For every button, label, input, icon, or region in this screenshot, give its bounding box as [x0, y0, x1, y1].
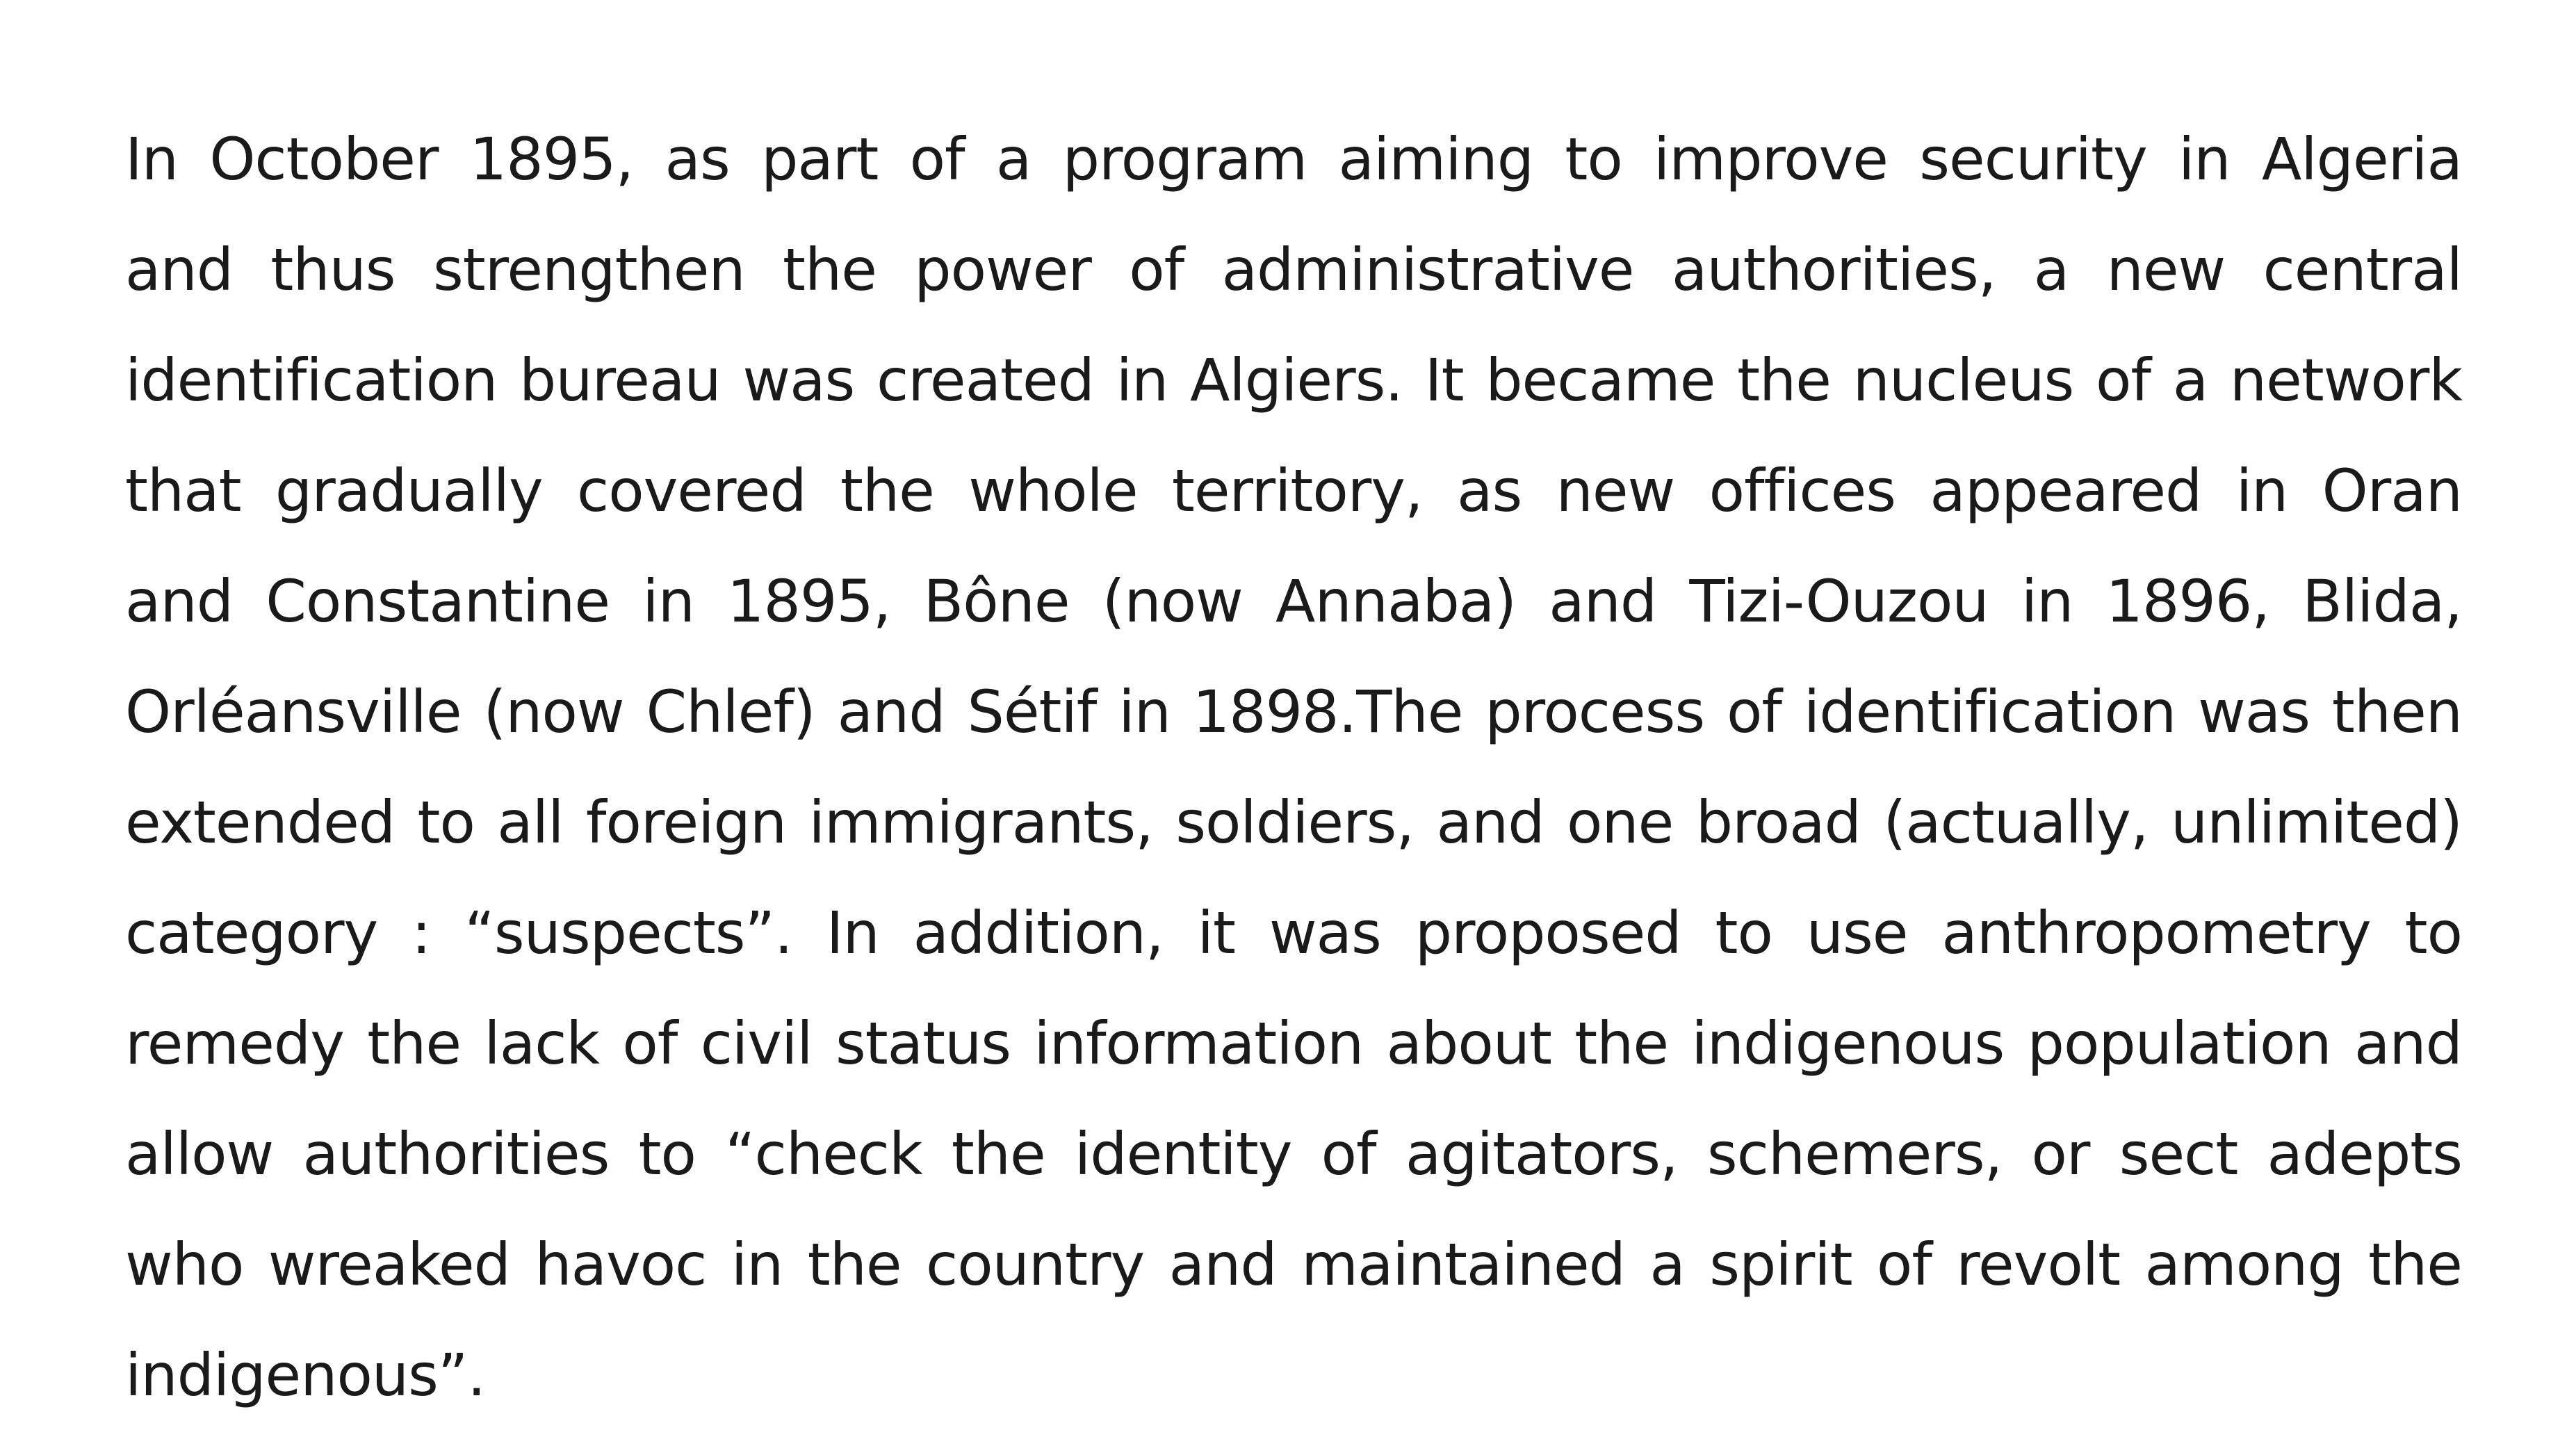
paragraph-line-10: allow authorities to “check the identity of agitators, schemers, or sect adepts: [125, 1120, 2462, 1188]
paragraph-line-7: extended to all foreign immigrants, soldiers, and one broad (actually, unlimited): [125, 788, 2462, 856]
paragraph-line-5: and Constantine in 1895, Bône (now Annaba) and Tizi-Ouzou in 1896, Blida,: [125, 567, 2462, 635]
paragraph-line-12: indigenous”.: [125, 1341, 486, 1409]
paragraph-line-6: Orléansville (now Chlef) and Sétif in 1898.The process of identification was then: [125, 678, 2462, 746]
paragraph-line-1: In October 1895, as part of a program aiming to improve security in Algeria: [125, 125, 2462, 193]
paragraph-line-9: remedy the lack of civil status information about the indigenous population and: [125, 1009, 2462, 1078]
paragraph-line-3: identification bureau was created in Algiers. It became the nucleus of a network: [125, 346, 2462, 414]
body-paragraph: [125, 104, 2462, 1431]
paragraph-line-4: that gradually covered the whole territory, as new offices appeared in Oran: [125, 457, 2462, 525]
paragraph-line-2: and thus strengthen the power of administrative authorities, a new central: [125, 236, 2462, 304]
paragraph-line-11: who wreaked havoc in the country and maintained a spirit of revolt among the: [125, 1230, 2462, 1299]
paragraph-line-8: category : “suspects”. In addition, it was proposed to use anthropometry to: [125, 899, 2462, 967]
